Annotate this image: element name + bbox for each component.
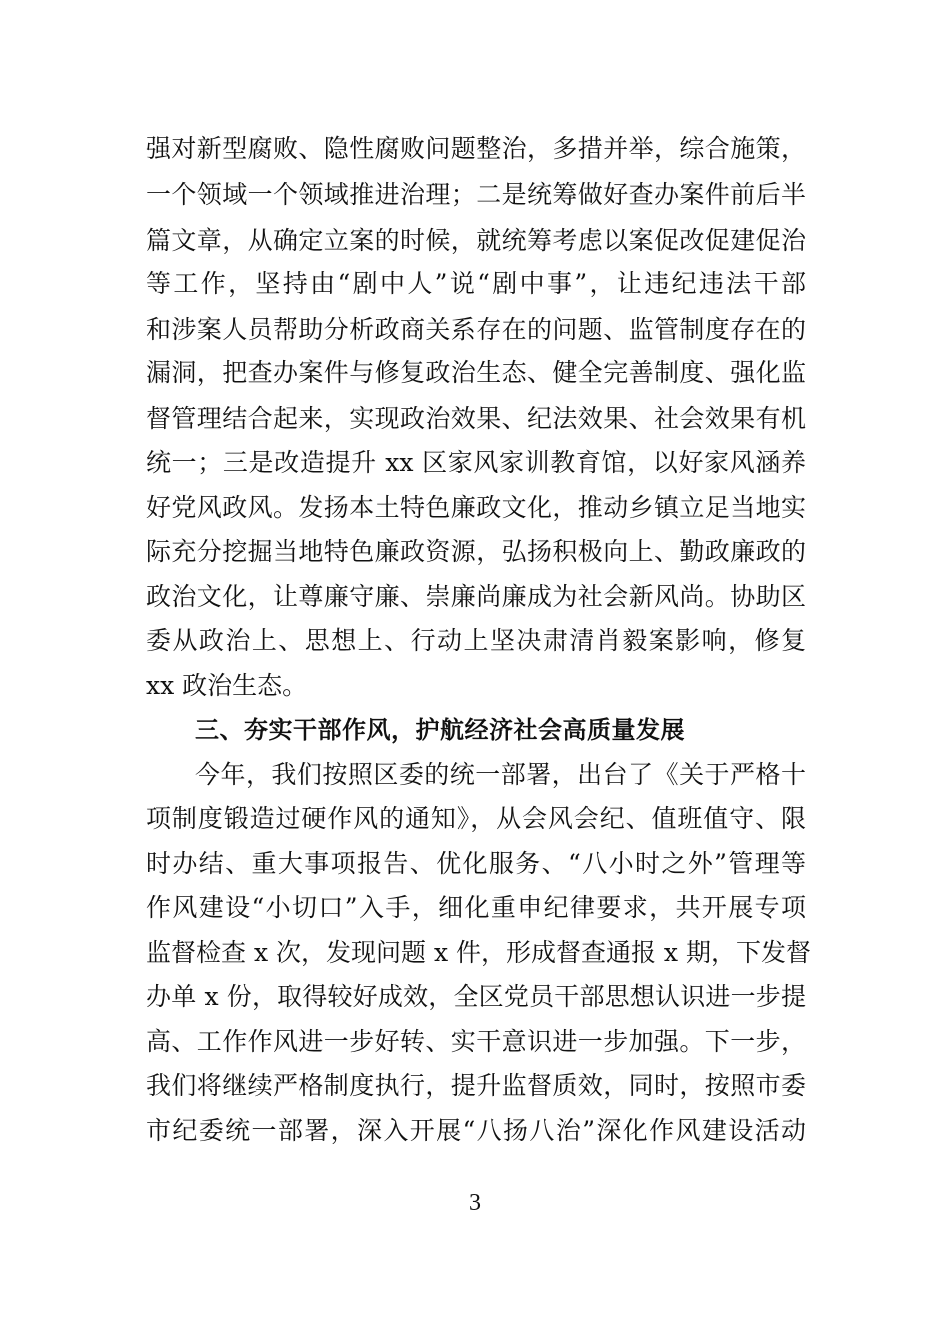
body-text-line: 作风建设“小切口”入手，细化重申纪律要求，共开展专项 [146,893,806,922]
body-text-line: 市纪委统一部署，深入开展“八扬八治”深化作风建设活动 [146,1116,806,1145]
body-text-line: 和涉案人员帮助分析政商关系存在的问题、监管制度存在的 [146,315,806,344]
body-text-line: 篇文章，从确定立案的时候，就统筹考虑以案促改促建促治 [146,226,806,255]
section-heading: 三、夯实干部作风，护航经济社会高质量发展 [195,716,685,744]
body-text-line: 委从政治上、思想上、行动上坚决肃清肖毅案影响，修复 [146,626,806,655]
body-text-line: 际充分挖掘当地特色廉政资源，弘扬积极向上、勤政廉政的 [146,537,806,566]
body-text-line: 我们将继续严格制度执行，提升监督质效，同时，按照市委 [146,1071,806,1100]
body-text-line: 办单 x 份，取得较好成效，全区党员干部思想认识进一步提 [146,982,806,1011]
body-text-line: 今年，我们按照区委的统一部署，出台了《关于严格十 [195,760,806,789]
page-number: 3 [469,1190,481,1216]
body-text-line: 高、工作作风进一步好转、实干意识进一步加强。下一步， [146,1027,806,1056]
body-text-line: 统一；三是改造提升 xx 区家风家训教育馆，以好家风涵养 [146,448,806,477]
body-text-line: 强对新型腐败、隐性腐败问题整治，多措并举，综合施策， [146,134,806,163]
body-text-line: 项制度锻造过硬作风的通知》，从会风会纪、值班值守、限 [146,804,806,833]
body-text-line: xx 政治生态。 [146,671,308,700]
body-text-line: 督管理结合起来，实现政治效果、纪法效果、社会效果有机 [146,404,806,433]
body-text-line: 好党风政风。发扬本土特色廉政文化，推动乡镇立足当地实 [146,493,806,522]
body-text-line: 一个领域一个领域推进治理；二是统筹做好查办案件前后半 [146,180,806,209]
body-text-line: 等工作，坚持由“剧中人”说“剧中事”，让违纪违法干部 [146,269,806,298]
body-text-line: 监督检查 x 次，发现问题 x 件，形成督查通报 x 期，下发督 [146,938,811,967]
body-text-line: 漏洞，把查办案件与修复政治生态、健全完善制度、强化监 [146,358,806,387]
body-text-line: 时办结、重大事项报告、优化服务、“八小时之外”管理等 [146,849,806,878]
body-text-line: 政治文化，让尊廉守廉、崇廉尚廉成为社会新风尚。协助区 [146,582,806,611]
